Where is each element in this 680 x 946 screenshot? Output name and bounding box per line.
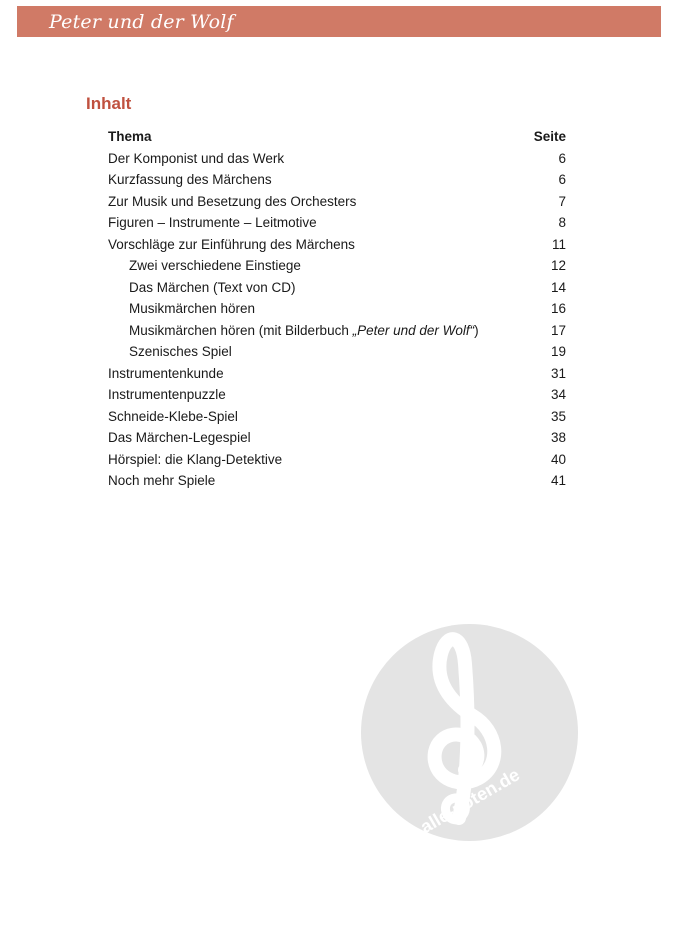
table-of-contents	[108, 126, 566, 492]
toc-entry-label: Instrumentenkunde	[108, 365, 224, 381]
toc-header-row	[108, 126, 566, 148]
toc-entry-label-prefix: Musikmärchen hören (mit Bilderbuch	[129, 322, 353, 338]
header-band	[17, 6, 661, 37]
toc-entry	[108, 148, 566, 170]
toc-entry	[108, 191, 566, 213]
watermark-text: alle-noten.de	[416, 764, 524, 838]
toc-entry-label: Kurzfassung des Märchens	[108, 172, 272, 187]
toc-entry	[108, 384, 566, 406]
toc-column-topic: Thema	[108, 129, 152, 144]
toc-entry-label: Vorschläge zur Einführung des Märchens	[108, 236, 355, 252]
toc-entry-label: Das Märchen (Text von CD)	[129, 279, 296, 295]
toc-entry-page: 31	[550, 365, 566, 381]
toc-entry-label: Der Komponist und das Werk	[108, 150, 285, 166]
toc-entry-label-italic: „Peter und der Wolf“	[352, 322, 475, 338]
toc-entry-page: 7	[558, 193, 566, 209]
toc-entry-page: 8	[558, 215, 566, 230]
toc-entry-page: 38	[550, 430, 566, 445]
toc-entry-label: Instrumentenpuzzle	[108, 387, 226, 402]
toc-entry-label-suffix: )	[474, 322, 479, 338]
toc-subentry	[108, 341, 566, 363]
toc-subentry	[108, 298, 566, 320]
toc-entry-label: Das Märchen-Legespiel	[108, 430, 251, 445]
toc-entry	[108, 363, 566, 385]
toc-entry	[108, 406, 566, 428]
toc-entry-label: Zwei verschiedene Einstiege	[129, 258, 301, 273]
toc-entry-label: Figuren – Instrumente – Leitmotive	[108, 215, 317, 230]
toc-entry	[108, 470, 566, 492]
toc-subentry	[108, 277, 566, 299]
toc-entry-page: 40	[550, 451, 566, 467]
toc-entry-label	[108, 320, 479, 342]
toc-entry-page: 19	[550, 344, 566, 359]
toc-entry-page: 35	[550, 408, 566, 424]
toc-entry	[108, 169, 566, 191]
header-title: Peter und der Wolf	[49, 11, 234, 33]
toc-entry	[108, 449, 566, 471]
toc-entry-page: 11	[551, 236, 566, 252]
watermark-logo	[361, 624, 578, 841]
toc-entry-label: Musikmärchen hören	[129, 301, 256, 316]
toc-entry-page: 6	[558, 150, 566, 166]
toc-entry-page: 14	[550, 279, 566, 295]
toc-entry-page: 6	[558, 172, 566, 187]
section-title: Inhalt	[86, 94, 132, 113]
toc-entry-label: Zur Musik und Besetzung des Orchesters	[108, 193, 357, 209]
toc-entry-label: Schneide-Klebe-Spiel	[108, 408, 238, 424]
toc-entry-label: Hörspiel: die Klang-Detektive	[108, 451, 283, 467]
toc-entry	[108, 212, 566, 234]
toc-subentry	[108, 320, 566, 342]
toc-entry-page: 12	[550, 258, 566, 273]
toc-column-page: Seite	[533, 129, 566, 144]
toc-entry-page: 34	[550, 387, 566, 402]
toc-entry-page: 17	[550, 322, 566, 338]
toc-entry-page: 16	[550, 301, 566, 316]
toc-entry-label: Szenisches Spiel	[129, 344, 232, 359]
toc-entry	[108, 427, 566, 449]
toc-entry-label: Noch mehr Spiele	[108, 473, 216, 488]
toc-entry	[108, 234, 566, 256]
toc-entry-page: 41	[550, 473, 566, 488]
toc-subentry	[108, 255, 566, 277]
